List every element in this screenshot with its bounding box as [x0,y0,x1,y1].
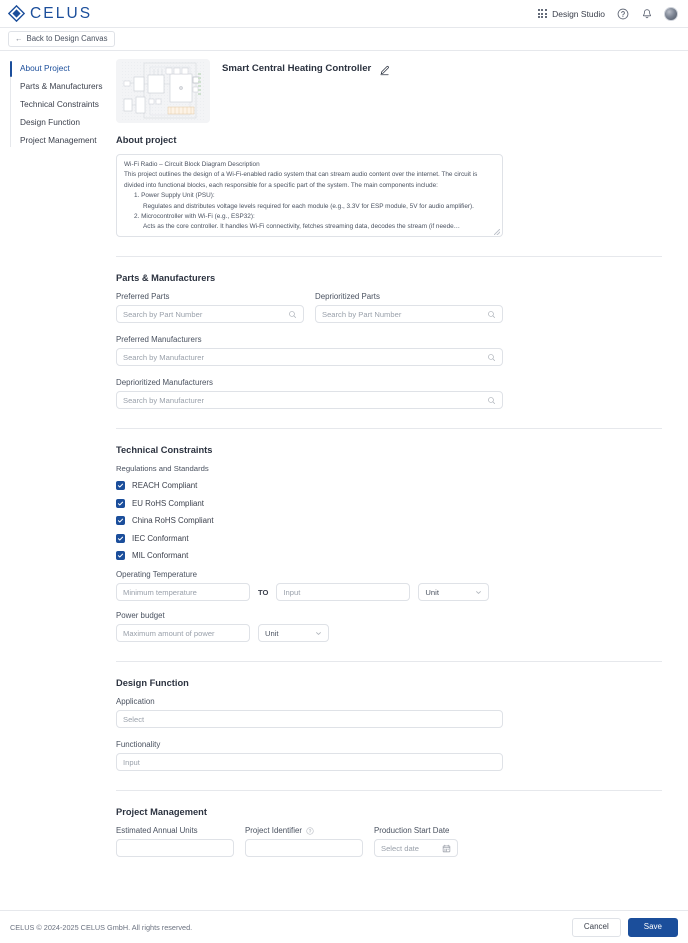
apps-grid-icon [538,9,547,18]
project-management-row [116,826,662,857]
chevron-down-icon [475,589,482,596]
header-actions [538,7,678,21]
regulations-label: Regulations and Standards [116,464,209,473]
back-button-label: Back to Design Canvas [26,33,108,43]
preferred-parts-label: Preferred Parts [116,292,170,301]
estimated-annual-units-field [116,826,234,857]
chevron-down-icon [315,630,322,637]
user-avatar[interactable] [664,7,678,21]
page-title: Smart Central Heating Controller [222,63,372,74]
search-icon [288,310,297,319]
temperature-unit-value: Unit [425,587,439,597]
section-divider [116,790,662,791]
checkbox-checked-icon [116,481,125,490]
checkbox-china-rohs-compliant[interactable] [116,516,662,525]
sidebar-item-design-function[interactable] [10,114,112,132]
sidebar-item-parts-manufacturers[interactable] [10,78,112,96]
operating-temperature-row [116,583,662,601]
preferred-manufacturers-field [116,335,662,366]
checkbox-mil-conformant[interactable] [116,551,662,560]
checkbox-iec-conformant[interactable] [116,534,662,543]
preferred-manufacturers-placeholder: Search by Manufacturer [123,352,205,362]
estimated-annual-units-input[interactable] [116,839,234,857]
checkbox-checked-icon [116,551,125,560]
cancel-button[interactable]: Cancel [572,918,621,937]
info-circle-icon[interactable] [306,827,314,835]
footer-actions [572,918,678,937]
functionality-label: Functionality [116,740,161,749]
settings-main-content [112,51,688,910]
about-project-section [116,135,662,237]
power-unit-select[interactable] [258,624,329,642]
project-title-row [222,59,390,74]
project-identifier-field [245,826,363,857]
checkbox-checked-icon [116,534,125,543]
deprioritized-parts-label: Deprioritized Parts [315,292,380,301]
about-line-4: Regulates and distributes voltage levels required for each module (e.g., 3.3V for ESP module, 5V for audio amplifier). [143,202,474,210]
deprioritized-parts-field [315,292,503,323]
estimated-annual-units-label: Estimated Annual Units [116,826,198,835]
checkbox-reach-compliant[interactable] [116,481,662,490]
production-start-date-field [374,826,458,857]
about-line-5: 2. Microcontroller with Wi-Fi (e.g., ESP32): [134,212,255,220]
production-start-date-input[interactable] [374,839,458,857]
sidebar-item-label: Parts & Manufacturers [20,81,103,92]
power-budget-input[interactable] [116,624,250,642]
temperature-max-placeholder: Input [283,587,301,597]
page-body [0,51,688,910]
preferred-parts-input[interactable] [116,305,304,323]
checkbox-checked-icon [116,516,125,525]
about-project-heading: About project [116,135,177,145]
celus-wordmark: CELUS [30,4,93,22]
checkbox-label: China RoHS Compliant [132,516,214,525]
temperature-unit-select[interactable] [418,583,489,601]
footer-bar [0,910,688,943]
checkbox-label: IEC Conformant [132,533,189,543]
deprioritized-manufacturers-input[interactable] [116,391,503,409]
deprioritized-manufacturers-field [116,378,662,409]
operating-temperature-label: Operating Temperature [116,570,197,579]
deprioritized-parts-input[interactable] [315,305,503,323]
design-studio-switcher[interactable] [538,9,605,19]
project-header [116,59,662,123]
checkbox-label: REACH Compliant [132,481,198,490]
search-icon [487,310,496,319]
temperature-min-input[interactable] [116,583,250,601]
about-line-6: Acts as the core controller. It handles Wi-Fi connectivity, fetches streaming data, decodes the stream (if neede… [143,223,461,231]
operating-temperature-field [116,570,662,601]
celus-diamond-icon [8,5,25,22]
search-icon [487,396,496,405]
sidebar-item-label: Project Management [20,135,97,146]
application-select[interactable] [116,710,503,728]
power-budget-label: Power budget [116,611,165,620]
application-placeholder: Select [123,714,145,724]
search-icon [487,353,496,362]
temperature-max-input[interactable] [276,583,410,601]
checkbox-label: MIL Conformant [132,551,189,560]
help-circle-icon[interactable] [616,7,629,20]
temperature-min-placeholder: Minimum temperature [123,587,197,597]
technical-constraints-section [116,445,662,642]
sidebar-item-technical-constraints[interactable] [10,96,112,114]
breadcrumb-bar [0,28,688,51]
project-management-heading: Project Management [116,807,207,817]
copyright-text: CELUS © 2024-2025 CELUS GmbH. All rights reserved. [10,922,193,932]
power-budget-row [116,624,662,642]
pencil-icon[interactable] [379,63,390,74]
parts-heading: Parts & Manufacturers [116,273,216,283]
production-start-date-label: Production Start Date [374,826,450,835]
section-divider [116,428,662,429]
about-line-2: This project outlines the design of a Wi-Fi-enabled radio system that can stream audio content over the internet. The circuit is divided into functional blocks, each responsible for a specific part of the system. The main components include: [124,171,480,189]
project-identifier-input[interactable] [245,839,363,857]
functionality-placeholder: Input [123,757,140,767]
preferred-parts-placeholder: Search by Part Number [123,309,203,319]
deprioritized-parts-placeholder: Search by Part Number [322,309,402,319]
temperature-to-label: TO [258,587,269,597]
application-label: Application [116,697,155,706]
checkbox-label: EU RoHS Compliant [132,498,204,508]
arrow-left-icon: ← [15,34,23,44]
sidebar-item-label: Design Function [20,117,80,128]
back-to-design-canvas-button[interactable] [8,31,115,47]
deprioritized-manufacturers-label: Deprioritized Manufacturers [116,378,213,387]
about-line-1: Wi-Fi Radio – Circuit Block Diagram Description [124,161,260,168]
preferred-manufacturers-label: Preferred Manufacturers [116,335,202,344]
celus-logo[interactable] [8,5,92,22]
design-studio-label: Design Studio [552,8,605,19]
circuit-block-diagram-thumbnail-icon [116,59,210,123]
project-identifier-label-wrap [245,826,363,835]
deprioritized-manufacturers-placeholder: Search by Manufacturer [123,395,205,405]
power-budget-field [116,611,662,642]
parts-row [116,292,662,323]
save-button[interactable]: Save [628,918,678,937]
section-divider [116,256,662,257]
top-header-bar [0,0,688,28]
preferred-manufacturers-input[interactable] [116,348,503,366]
design-function-heading: Design Function [116,678,189,688]
sidebar-item-about-project[interactable] [10,60,112,78]
sidebar-item-label: About Project [20,63,70,74]
checkbox-eu-rohs-compliant[interactable] [116,499,662,508]
design-function-section [116,678,662,771]
about-project-textarea[interactable] [116,154,503,237]
checkbox-checked-icon [116,499,125,508]
project-thumbnail[interactable] [116,59,210,123]
section-nav-list [10,60,112,150]
application-field [116,697,662,728]
about-line-3: 1. Power Supply Unit (PSU): [134,192,215,200]
project-management-section [116,807,662,857]
section-divider [116,661,662,662]
power-budget-placeholder: Maximum amount of power [123,628,215,638]
sidebar-item-project-management[interactable] [10,132,112,150]
power-unit-value: Unit [265,628,279,638]
parts-manufacturers-section [116,273,662,409]
section-nav-sidebar [0,51,112,910]
technical-heading: Technical Constraints [116,445,213,455]
project-identifier-label: Project Identifier [245,826,303,835]
functionality-field [116,740,662,771]
functionality-input[interactable] [116,753,503,771]
textarea-resize-handle[interactable] [494,229,500,235]
production-start-date-placeholder: Select date [381,843,419,853]
preferred-parts-field [116,292,304,323]
sidebar-item-label: Technical Constraints [20,99,99,110]
calendar-icon[interactable] [442,844,451,853]
bell-icon[interactable] [640,7,653,20]
